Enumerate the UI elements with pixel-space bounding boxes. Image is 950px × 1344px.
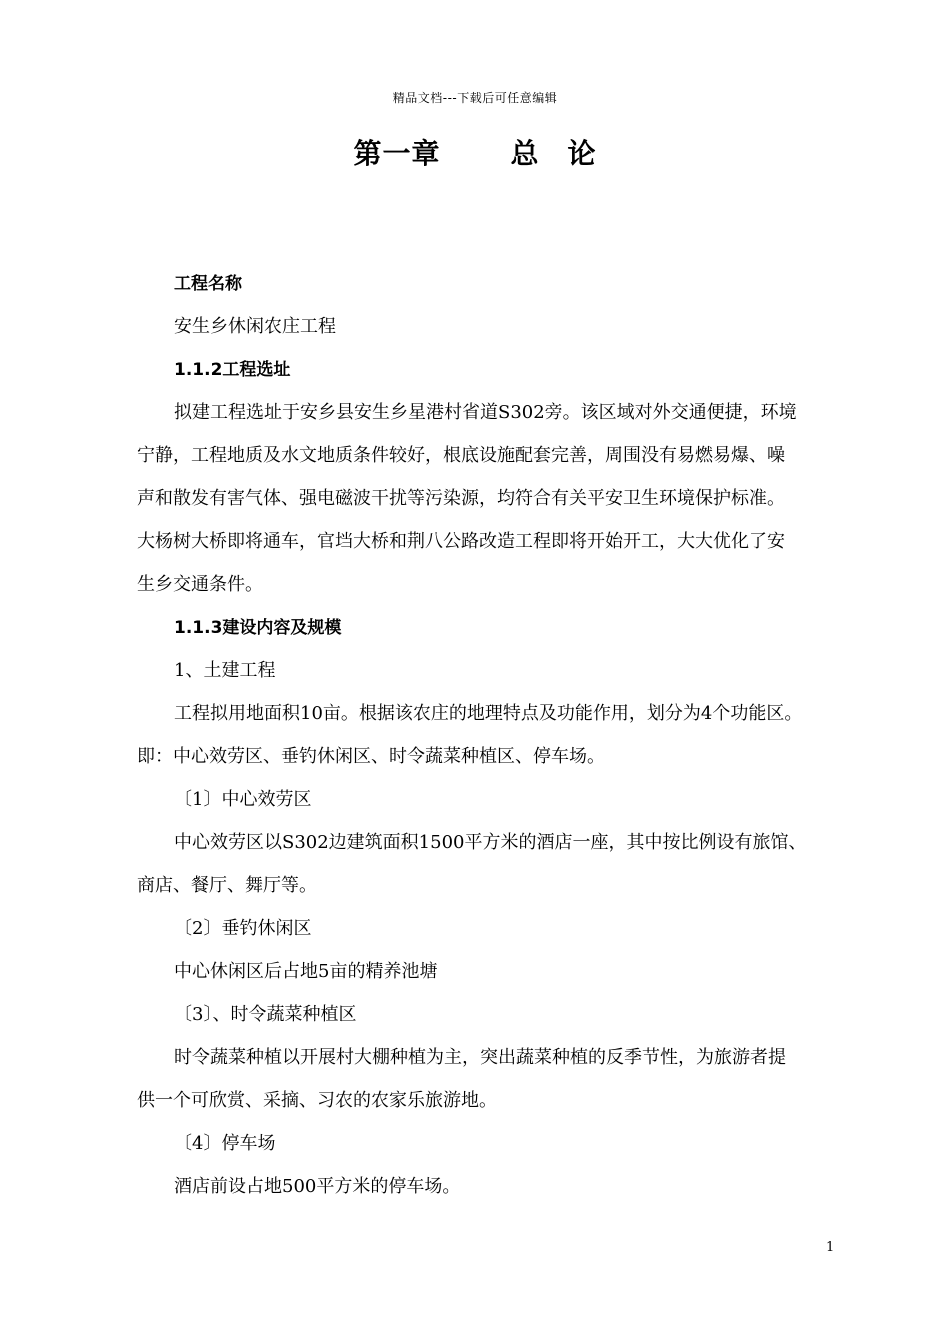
subsection-title: 〔4〕停车场 xyxy=(174,1133,276,1154)
paragraph-line: 安生乡休闲农庄工程 xyxy=(174,316,336,337)
subsection-title: 〔1〕中心效劳区 xyxy=(174,789,312,810)
section-heading-project-name: 工程名称 xyxy=(174,274,242,294)
paragraph-line: 酒店前设占地500平方米的停车场。 xyxy=(174,1176,461,1197)
paragraph-line: 工程拟用地面积10亩。根据该农庄的地理特点及功能作用，划分为4个功能区。 xyxy=(174,703,803,724)
chapter-number: 第一章 xyxy=(353,137,441,170)
page-number: 1 xyxy=(826,1240,835,1255)
subsection-title: 〔3〕、时令蔬菜种植区 xyxy=(174,1004,357,1025)
paragraph-line: 即：中心效劳区、垂钓休闲区、时令蔬菜种植区、停车场。 xyxy=(137,746,605,767)
paragraph-line: 生乡交通条件。 xyxy=(137,574,263,595)
subsection-title: 〔2〕垂钓休闲区 xyxy=(174,918,312,939)
paragraph-line: 宁静，工程地质及水文地质条件较好，根底设施配套完善，周围没有易燃易爆、噪 xyxy=(137,445,785,466)
section-heading-scope: 1.1.3建设内容及规模 xyxy=(174,618,342,638)
paragraph-line: 供一个可欣赏、采摘、习农的农家乐旅游地。 xyxy=(137,1090,497,1111)
paragraph-line: 中心休闲区后占地5亩的精养池塘 xyxy=(174,961,438,982)
paragraph-line: 大杨树大桥即将通车，官垱大桥和荆八公路改造工程即将开始开工，大大优化了安 xyxy=(137,531,785,552)
chapter-title xyxy=(0,132,950,172)
paragraph-line: 1、土建工程 xyxy=(174,660,276,681)
paragraph-line: 声和散发有害气体、强电磁波干扰等污染源，均符合有关平安卫生环境保护标准。 xyxy=(137,488,785,509)
paragraph-line: 中心效劳区以S302边建筑面积1500平方米的酒店一座，其中按比例设有旅馆、 xyxy=(174,832,807,853)
section-heading-site: 1.1.2工程选址 xyxy=(174,360,291,380)
paragraph-line: 时令蔬菜种植以开展村大棚种植为主，突出蔬菜种植的反季节性，为旅游者提 xyxy=(174,1047,786,1068)
paragraph-line: 商店、餐厅、舞厅等。 xyxy=(137,875,317,896)
paragraph-line: 拟建工程选址于安乡县安生乡星港村省道S302旁。该区域对外交通便捷，环境 xyxy=(174,402,797,423)
chapter-word-2: 论 xyxy=(567,137,597,170)
chapter-word-1: 总 xyxy=(510,137,540,170)
header-note: 精品文档---下载后可任意编辑 xyxy=(392,91,558,105)
